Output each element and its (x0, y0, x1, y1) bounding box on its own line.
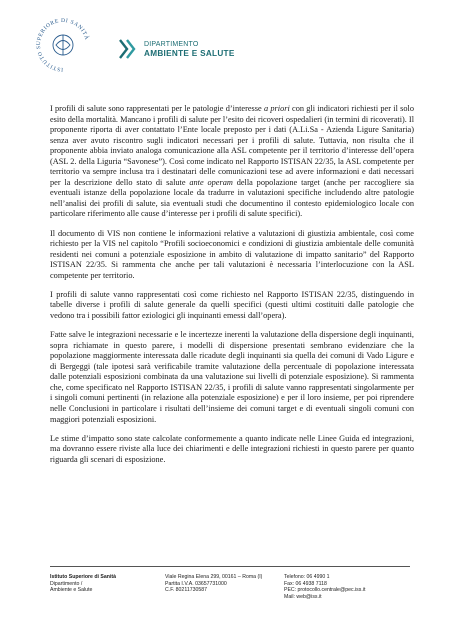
footer-mail: Mail: web@iss.it (284, 593, 322, 600)
paragraph (50, 330, 414, 425)
footer-vat: Partita I.V.A. 03657731000 (165, 580, 227, 587)
footer-fax: Fax: 06 4938 7118 (284, 580, 327, 587)
footer-pec: PEC: protocollo.centrale@pec.iss.it (284, 587, 366, 594)
paragraph (50, 290, 414, 322)
svg-text:ISTITUTO SUPERIORE DI SANITÀ (36, 18, 92, 72)
footer-divider (50, 566, 410, 567)
department-title: AMBIENTE E SALUTE (144, 49, 235, 58)
footer-address (165, 574, 285, 594)
paragraph (50, 229, 414, 282)
seal-text: ISTITUTO SUPERIORE DI SANITÀ (35, 17, 90, 73)
text-run: con gli indicatori richiesti per il solo esito della mortalità. Mancano i profili di salute per l’esito dei ricoveri ospedalieri (in termini di ricoverati). Il proponente riporta di aver contattato l’Ente locale preposto per i dati (A.Li.Sa - Azienda Ligure Sanitaria) senza aver avuto riscontro sugli indicatori necessari per i profili di salute. Tuttavia, non risulta che il proponente abbia inviato analoga comunicazione alla ASL competente per il territorio d’interesse dell’opera (ASL 2. della Liguria “Savonese”). Così come indicato nel Rapporto ISTISAN 22/35, la ASL competente per territorio va sempre inclusa tra i destinatari delle comunicazioni tese ad avere informazioni e dati necessari per la descrizione dello stato di salute (50, 104, 414, 187)
text-run: Fatte salve le integrazioni necessarie e le incertezze inerenti la valutazione della dispersione degli inquinanti, sopra richiamate in questo parere, i modelli di dispersione presentati sembrano evidenziare che la popolazione maggiormente interessata dalle ricadute degli inquinanti sia quella dei comuni di Vado Ligure e di Bergeggi (tale ipotesi sarà verificabile tramite valutazione della percentuale di popolazione interessata dalle potenziali esposizioni combinata da una valutazione sui livelli di potenziale esposizione). Si rammenta che, come specificato nel Rapporto ISTISAN 22/35, i profili di salute vanno rappresentati singolarmente per i singoli comuni pertinenti (in relazione alla potenziale esposizione) e per il loro insieme, per poi riprendere nelle Conclusioni in particolare i risultati dell’insieme dei comuni target e di eventuali singoli comuni con maggiori potenziali esposizioni. (50, 330, 414, 424)
text-run: Il documento di VIS non contiene le informazioni relative a valutazioni di giustizia ambientale, così come richiesto per la VIS nel capitolo “Profili socioeconomici e condizioni di giustizia ambientale delle comunità residenti nei comuni a potenziale esposizione in ambito di valutazione di impatto sanitario” del Rapporto ISTISAN 22/35. Si rammenta che anche per tali valutazioni è necessaria l’interlocuzione con la ASL competente per territorio. (50, 228, 414, 280)
text-run: Le stime d’impatto sono state calcolate conformemente a quanto indicate nelle Linee Guida ed integrazioni, ma dovranno essere riviste alla luce dei chiarimenti e delle integrazioni richiesti in questo parere per quanto riguarda gli scenari di esposizione. (50, 433, 414, 464)
footer-institute (50, 574, 170, 594)
department-name (144, 41, 235, 59)
italic-term: a priori (263, 104, 290, 113)
footer-street: Viale Regina Elena 299, 00161 – Roma (I) (165, 574, 263, 580)
italic-term: ante operam (189, 177, 233, 187)
iss-seal-logo (32, 14, 94, 76)
footer-phone: Telefono: 06 4990 1 (284, 574, 330, 580)
footer-tax-code: C.F. 80211730587 (165, 587, 208, 594)
footer-institute-name: Istituto Superiore di Sanità (50, 574, 117, 580)
ambiente-salute-logo (118, 38, 138, 60)
letterhead (32, 14, 432, 78)
paragraph (50, 434, 414, 466)
letter-body (50, 104, 414, 474)
text-run: I profili di salute sono rappresentati per le patologie d’interesse (50, 104, 264, 113)
footer-contacts (284, 574, 414, 600)
text-run: della popolazione target (anche per raccogliere sia eventuali istanze della popolazione locale da tradurre in valutazioni specifiche includendo altre patologie nell’analisi dei profili di salute, sia eventuali studi che documentino il contesto epidemiologico locale con particolare riferimento alle cause d’interesse per i profili di salute specifici). (50, 177, 414, 219)
footer-department: Dipartimento / (50, 580, 83, 587)
department-label: DIPARTIMENTO (144, 41, 199, 48)
paragraph (50, 104, 414, 220)
footer-department-name: Ambiente e Salute (50, 587, 93, 594)
text-run: I profili di salute vanno rappresentati così come richiesto nel Rapporto ISTISAN 22/35, distinguendo in tabelle diverse i profili di salute generale da quelli specifici (questi ultimi costituiti dalle patologie che vedono tra i possibili fattor eziologici gli inquinanti emessi dall’opera). (50, 289, 414, 321)
